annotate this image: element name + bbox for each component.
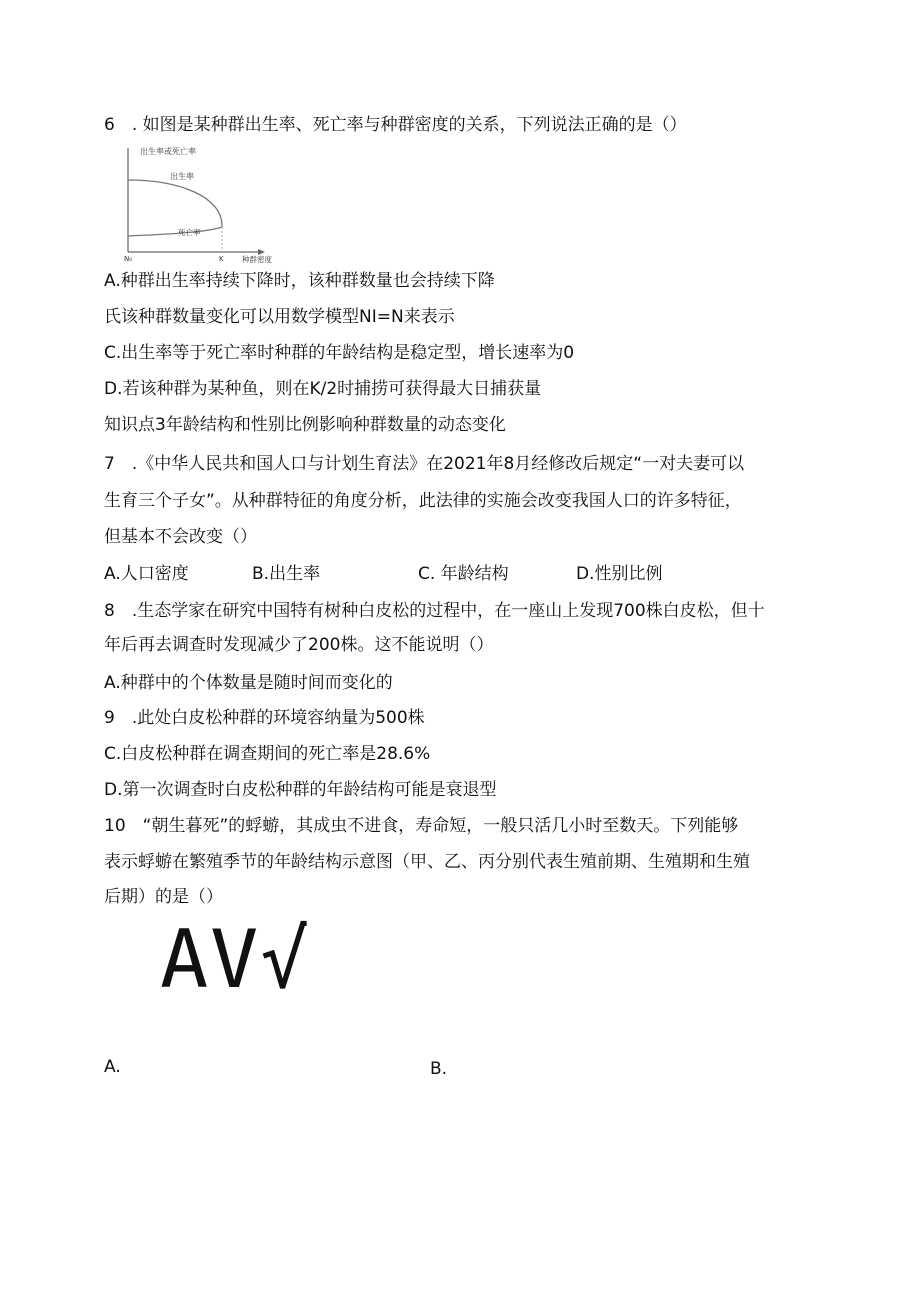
q6-option-d: D.若该种群为某种鱼，则在K/2时捕捞可获得最大日捕获量 — [104, 379, 542, 399]
q8-option-b: 9 .此处白皮松种群的环境容纳量为500株 — [104, 708, 425, 728]
q10-stem-line-2: 表示蜉蝣在繁殖季节的年龄结构示意图（甲、乙、丙分别代表生殖前期、生殖期和生殖 — [104, 852, 750, 872]
q6-option-a: A.种群出生率持续下降时，该种群数量也会持续下降 — [104, 271, 495, 291]
q7-stem-line-2: 生育三个子女”。从种群特征的角度分析，此法律的实施会改变我国人口的许多特征， — [104, 491, 742, 511]
q10-stem-line-3: 后期）的是（） — [104, 887, 223, 907]
x-axis-label: 种群密度 — [242, 255, 272, 264]
q7-option-c: C. 年龄结构 — [418, 564, 509, 584]
q6-figure — [118, 144, 293, 264]
q10-figure-glyphs: AV√ — [160, 913, 311, 1006]
q8-stem-line-2: 年后再去调查时发现减少了200株。这不能说明（） — [104, 635, 494, 655]
y-axis-label: 出生率或死亡率 — [140, 147, 196, 156]
k-label: K — [219, 255, 224, 263]
q7-option-a: A.人口密度 — [104, 564, 189, 584]
q7-option-d: D.性别比例 — [576, 564, 663, 584]
birth-rate-curve — [128, 180, 222, 227]
q8-stem-line-1: 8 .生态学家在研究中国特有树种白皮松的过程中，在一座山上发现700株白皮松，但十 — [104, 601, 765, 621]
q8-option-c: C.白皮松种群在调查期间的死亡率是28.6% — [104, 744, 431, 764]
q7-option-b: B.出生率 — [252, 564, 321, 584]
q6-option-b: 氏该种群数量变化可以用数学模型NI=N来表示 — [104, 307, 455, 327]
q10-stem-line-1: 10 “朝生暮死”的蜉蝣，其成虫不进食，寿命短，一般只活几小时至数天。下列能够 — [104, 816, 739, 836]
q8-option-d: D.第一次调查时白皮松种群的年龄结构可能是衰退型 — [104, 780, 497, 800]
death-rate-curve — [128, 227, 222, 236]
q6-option-c: C.出生率等于死亡率时种群的年龄结构是稳定型，增长速率为0 — [104, 343, 575, 363]
q7-stem-line-1: 7 .《中华人民共和国人口与计划生育法》在2021年8月经修改后规定“一对夫妻可以 — [104, 454, 745, 474]
section-heading: 知识点3年龄结构和性别比例影响种群数量的动态变化 — [104, 415, 506, 435]
origin-label: N₀ — [124, 255, 133, 263]
q7-stem-line-3: 但基本不会改变（） — [104, 527, 257, 547]
death-rate-label: 死亡率 — [178, 228, 201, 237]
q10-option-b: B. — [430, 1059, 448, 1079]
q10-option-a: A. — [104, 1057, 121, 1077]
birth-rate-label: 出生率 — [170, 172, 194, 181]
q6-stem: 6 . 如图是某种群出生率、死亡率与种群密度的关系，下列说法正确的是（） — [104, 115, 687, 135]
q8-option-a: A.种群中的个体数量是随时间而变化的 — [104, 673, 393, 693]
